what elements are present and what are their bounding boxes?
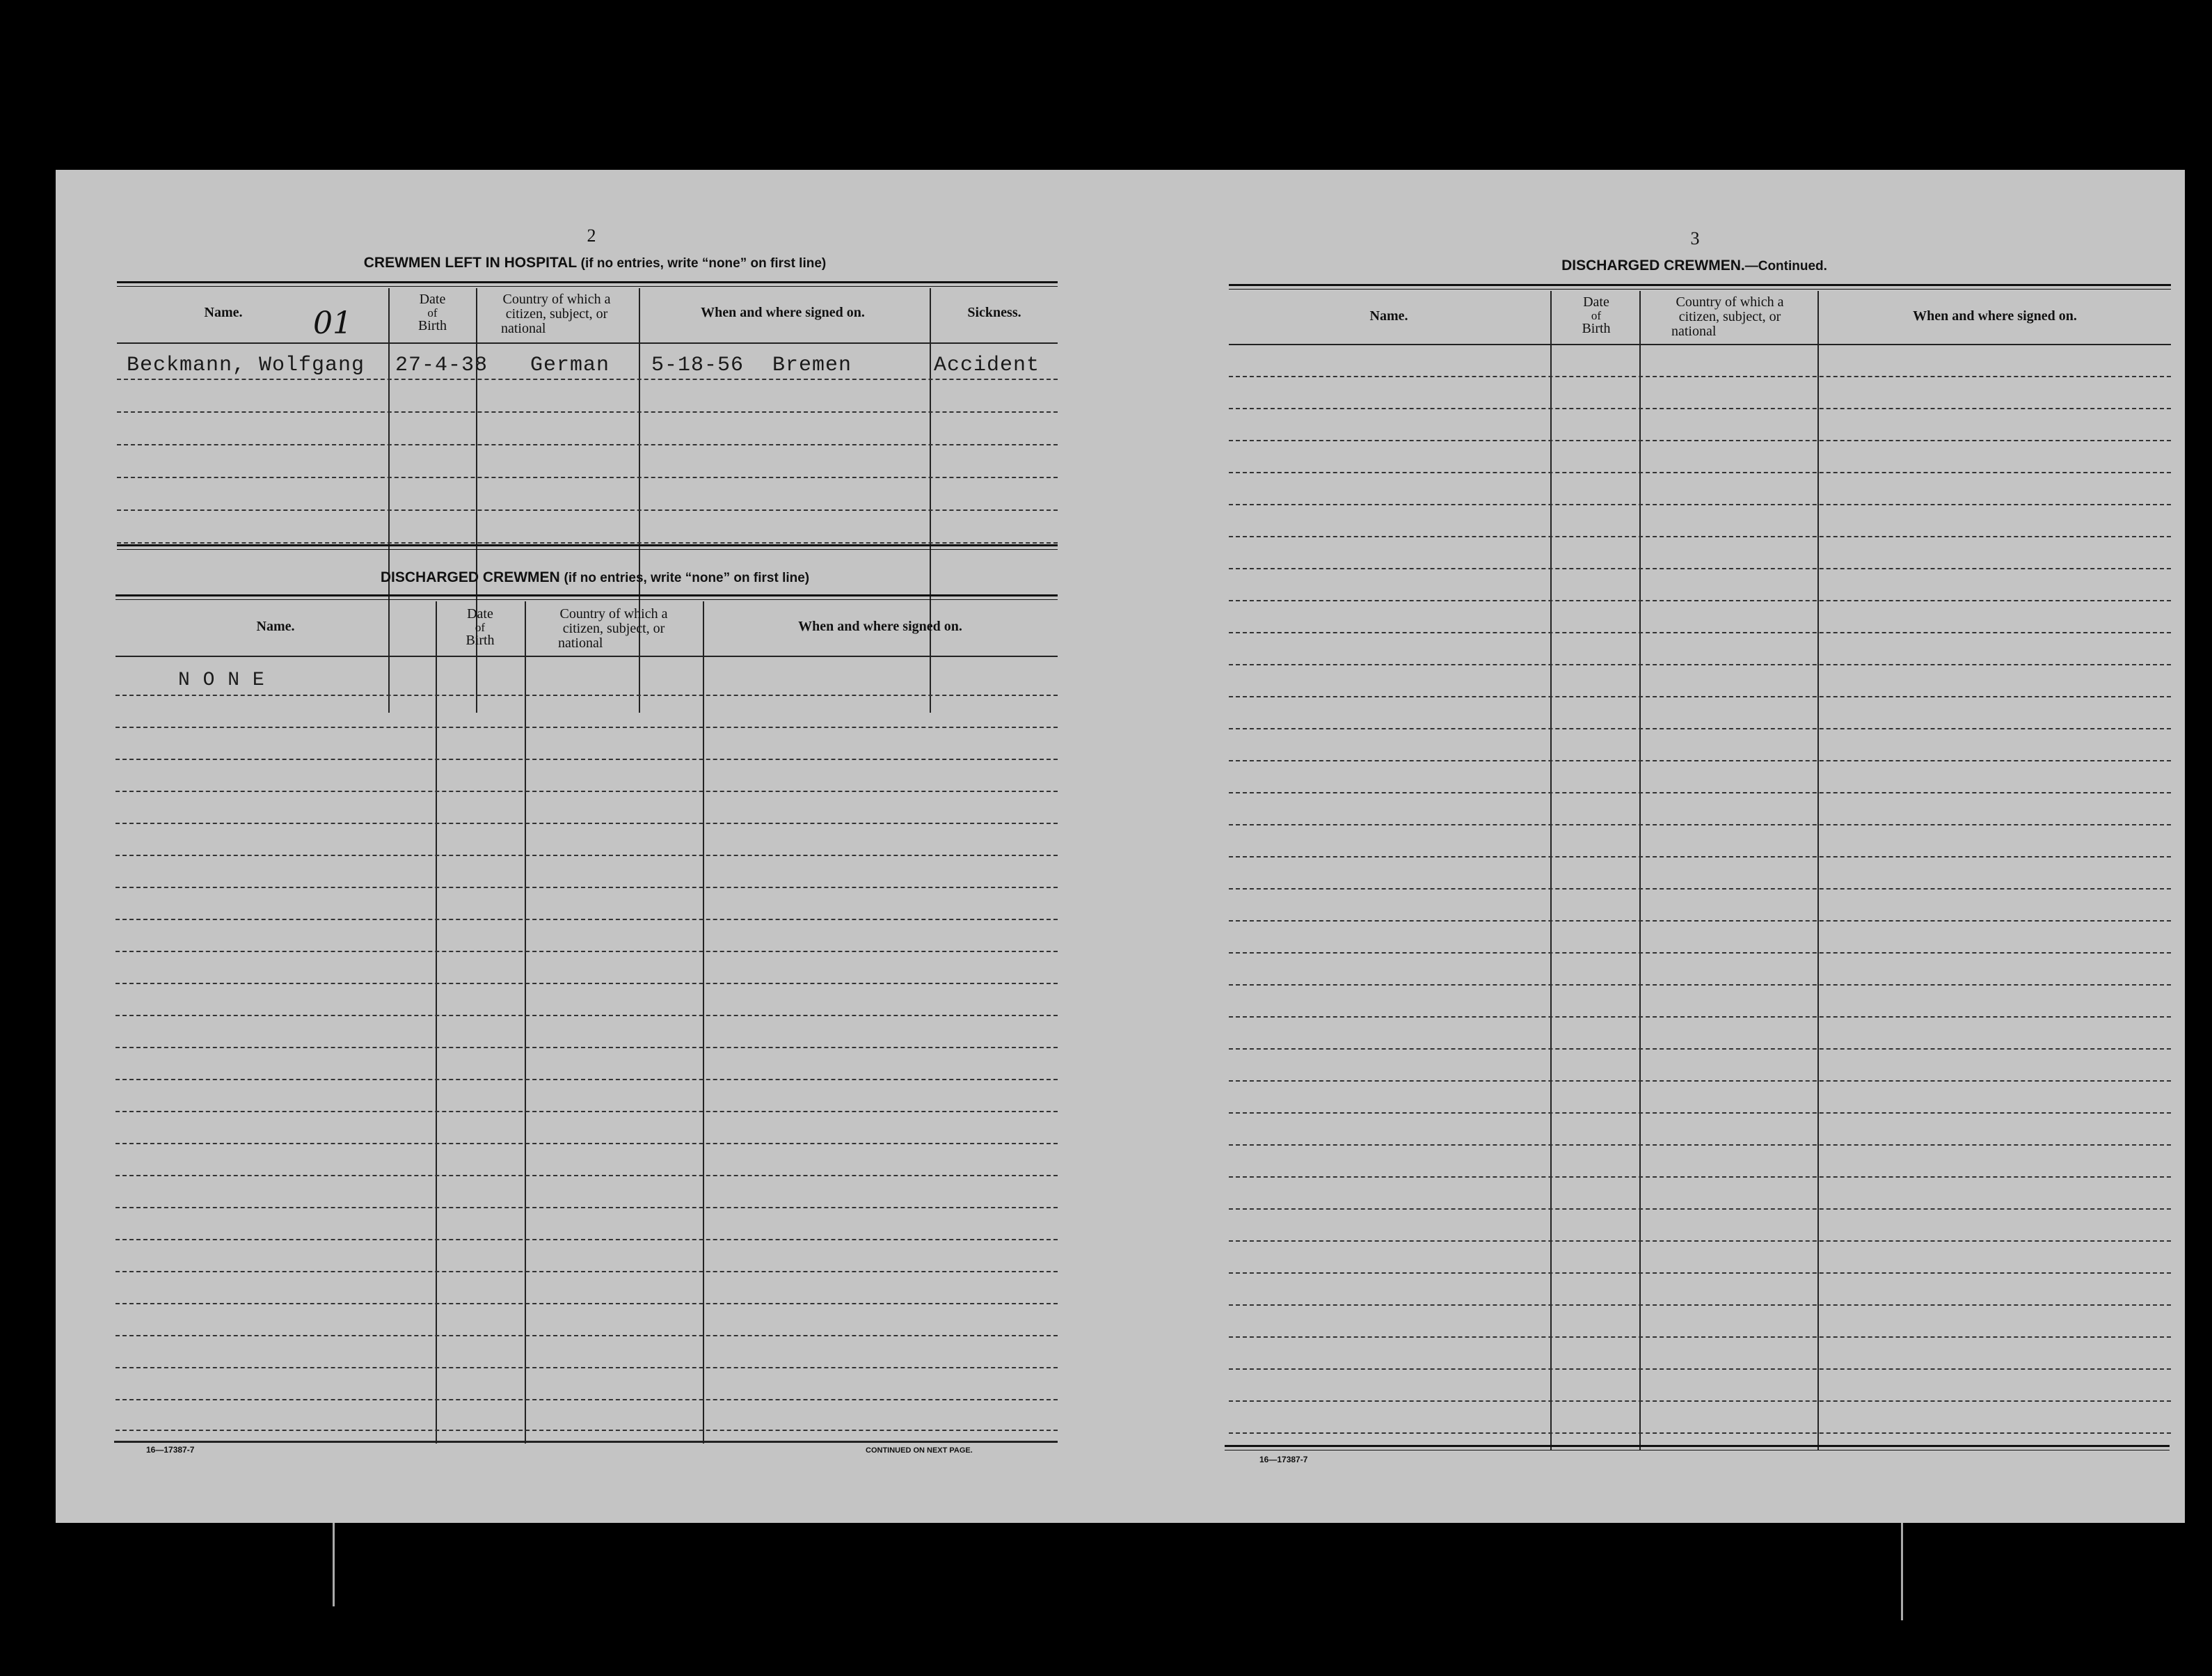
hospital-row-name: Beckmann, Wolfgang [127, 354, 365, 377]
binding-mark [333, 1523, 335, 1606]
right-header-rule [1229, 344, 2171, 345]
hospital-col-divider [388, 288, 390, 713]
page-number: 3 [1690, 228, 1700, 248]
hospital-col-country: Country of which a citizen, subject, or national [501, 292, 611, 336]
right-bottom-rule [1225, 1445, 2170, 1450]
discharged-col-dob: Date of Birth [466, 606, 495, 648]
hospital-bottom-rule [117, 544, 1058, 550]
hospital-row-dob: 27-4-38 [395, 354, 488, 377]
hospital-header-rule [117, 342, 1058, 344]
discharged-col-name: Name. [256, 619, 295, 634]
hospital-top-rule [117, 281, 1058, 287]
discharged-header-rule [116, 656, 1058, 657]
right-col-name: Name. [1369, 308, 1408, 324]
discharged-col-country: Country of which a citizen, subject, or national [558, 606, 668, 651]
continued-note: CONTINUED ON NEXT PAGE. [866, 1446, 973, 1455]
hospital-col-dob: Date of Birth [417, 292, 447, 333]
discharged-section-title: DISCHARGED CREWMEN (if no entries, write “none” on first line) [380, 569, 810, 585]
form-number: 16—17387-7 [146, 1445, 195, 1455]
form-number: 16—17387-7 [1259, 1455, 1308, 1464]
hospital-row-date-signed: 5-18-56 [651, 354, 745, 377]
right-col-divider [1817, 291, 1819, 1450]
right-col-divider [1639, 291, 1641, 1450]
discharged-bottom-rule [114, 1441, 1058, 1443]
page-2 [56, 170, 1120, 1523]
right-col-divider [1550, 291, 1552, 1450]
right-col-dob: Date of Birth [1582, 294, 1611, 336]
discharged-col-signed: When and where signed on. [798, 619, 962, 634]
hospital-col-sickness: Sickness. [967, 305, 1021, 320]
right-col-signed: When and where signed on. [1913, 308, 2077, 324]
page-3 [1120, 170, 2185, 1523]
form-sheet [56, 170, 2185, 1523]
right-top-rule [1229, 284, 2171, 290]
discharged-entry: N O N E [178, 670, 265, 691]
discharged-top-rule [116, 594, 1058, 600]
hospital-row-place-signed: Bremen [772, 354, 852, 377]
hospital-col-divider [930, 288, 931, 713]
binding-mark [1901, 1523, 1903, 1620]
margin-mark: 01 [313, 306, 352, 341]
hospital-col-name: Name. [204, 305, 243, 320]
page-number: 2 [587, 226, 596, 246]
hospital-row-sickness: Accident [934, 354, 1040, 377]
right-col-country: Country of which a citizen, subject, or national [1671, 294, 1784, 339]
hospital-section-title: CREWMEN LEFT IN HOSPITAL (if no entries, write “none” on first line) [363, 255, 827, 271]
discharged-continued-title: DISCHARGED CREWMEN.—Continued. [1561, 258, 1827, 274]
hospital-col-divider [476, 288, 477, 713]
hospital-col-signed: When and where signed on. [701, 305, 865, 320]
hospital-row-country: German [530, 354, 610, 377]
